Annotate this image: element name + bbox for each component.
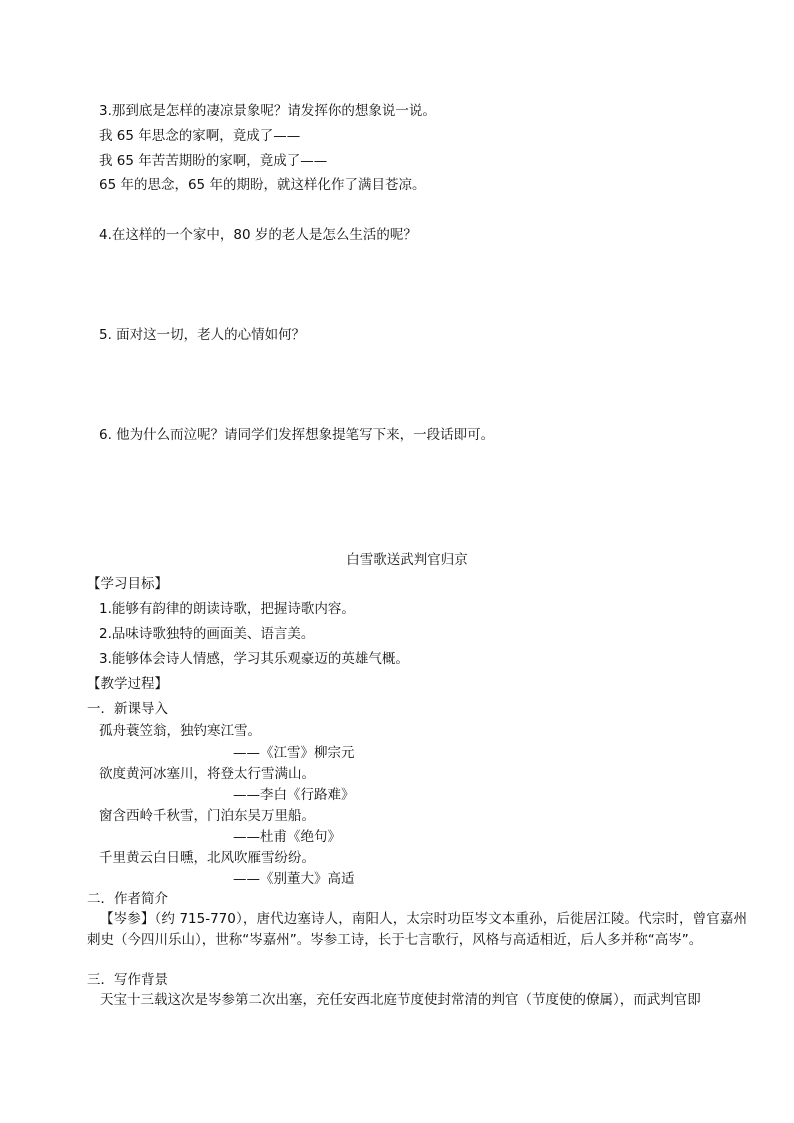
author-paragraph: 【岑参】（约 715-770），唐代边塞诗人，南阳人，太宗时功臣岑文本重孙，后徙居江陵。代宗时，曾官嘉州刺史（今四川乐山），世称“岑嘉州”。岑参工诗，长于七言歌行，风格与高适相近，后人多并称“高岑”。 xyxy=(87,911,747,948)
poem-verse-4: 千里黄云白日曛，北风吹雁雪纷纷。 xyxy=(99,850,315,866)
background-paragraph: 天宝十三载这次是岑参第二次出塞，充任安西北庭节度使封常清的判官（节度使的僚属），而武判官即 xyxy=(100,992,701,1008)
poem-verse-1: 孤舟蓑笠翁，独钓寒江雪。 xyxy=(99,723,261,739)
background-header: 三．写作背景 xyxy=(87,972,168,988)
poem-verse-3: 窗含西岭千秋雪，门泊东吴万里船。 xyxy=(99,808,315,824)
question-6: 6. 他为什么而泣呢？请同学们发挥想象提笔写下来，一段话即可。 xyxy=(99,427,495,443)
goal-2: 2.品味诗歌独特的画面美、语言美。 xyxy=(99,626,315,642)
author-header: 二．作者简介 xyxy=(87,891,168,907)
poem-source-1: ——《江雪》柳宗元 xyxy=(233,745,355,761)
answer-line-3: 65 年的思念，65 年的期盼，就这样化作了满目苍凉。 xyxy=(99,177,426,193)
poem-verse-2: 欲度黄河冰塞川，将登太行雪满山。 xyxy=(99,766,315,782)
goal-1: 1.能够有韵律的朗读诗歌，把握诗歌内容。 xyxy=(99,601,355,617)
answer-line-1: 我 65 年思念的家啊，竟成了—— xyxy=(99,128,301,144)
process-header: 【教学过程】 xyxy=(87,676,168,692)
answer-line-2: 我 65 年苦苦期盼的家啊，竟成了—— xyxy=(99,153,328,169)
question-5: 5. 面对这一切，老人的心情如何？ xyxy=(99,327,306,343)
goals-header: 【学习目标】 xyxy=(87,576,168,592)
lesson-title: 白雪歌送武判官归京 xyxy=(346,552,468,568)
poem-source-3: ——杜甫《绝句》 xyxy=(233,829,341,845)
question-3: 3.那到底是怎样的凄凉景象呢？请发挥你的想象说一说。 xyxy=(99,103,436,119)
poem-source-2: ——李白《行路难》 xyxy=(233,787,355,803)
intro-header: 一．新课导入 xyxy=(87,701,168,717)
goal-3: 3.能够体会诗人情感，学习其乐观豪迈的英雄气概。 xyxy=(99,651,409,667)
question-4: 4.在这样的一个家中，80 岁的老人是怎么生活的呢？ xyxy=(99,227,417,243)
poem-source-4: ——《别董大》高适 xyxy=(233,871,355,887)
